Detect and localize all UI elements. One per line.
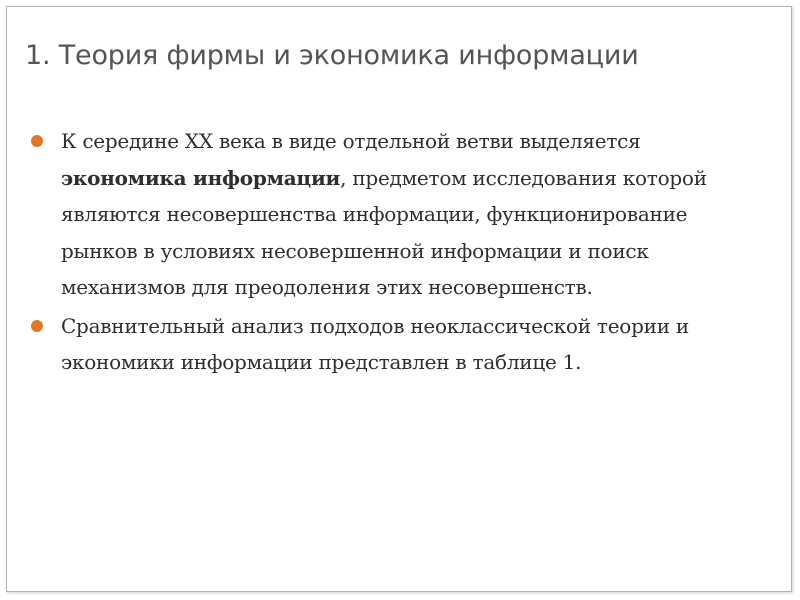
bullet-text-prefix: К середине XX века в виде отдельной ветви выделяется	[61, 129, 641, 153]
bullet-bold-term: экономика информации	[61, 165, 341, 190]
slide	[6, 6, 792, 592]
bullet-item	[29, 123, 764, 306]
bullet-text-suffix: , предметом исследования которой являются несовершенства информации, функционирование рынков в условиях несовершенной информации и поиск механизмов для преодоления этих несовершенств.	[61, 165, 707, 299]
bullet-list	[29, 123, 764, 383]
bullet-text: Сравнительный анализ подходов неоклассической теории и экономики информации представлен в таблице 1.	[61, 313, 689, 374]
bullet-dot-icon	[31, 320, 43, 332]
bullet-item	[29, 308, 764, 381]
slide-title: 1. Теория фирмы и экономика информации	[25, 40, 639, 71]
bullet-dot-icon	[31, 135, 43, 147]
